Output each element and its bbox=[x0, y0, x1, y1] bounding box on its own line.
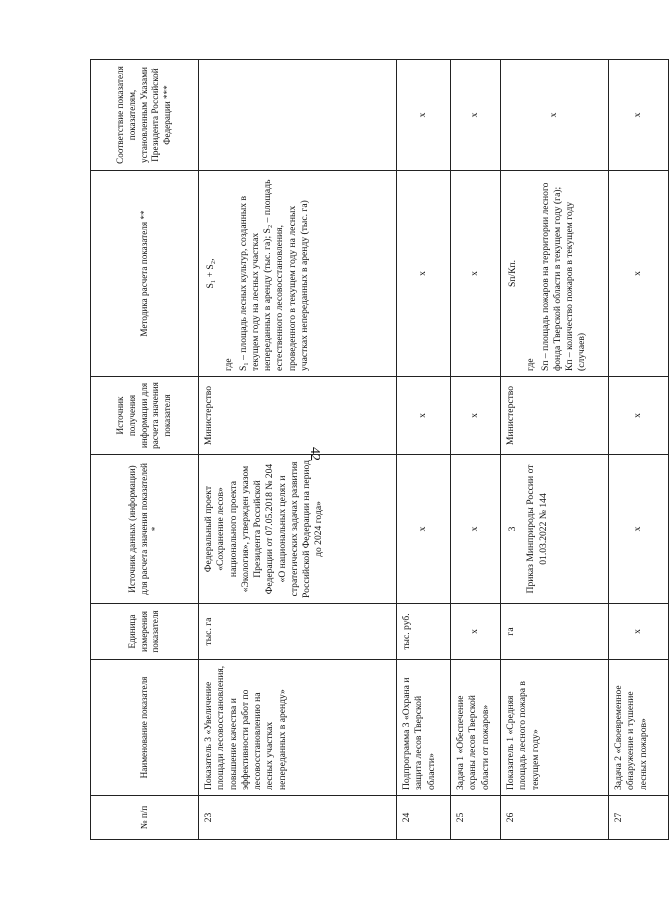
header-info-source: Источник получения информации для расчета значения показателя bbox=[91, 377, 199, 455]
source-top: 3 bbox=[507, 526, 518, 532]
row-source: Федеральный проект «Сохранение лесов» национального проекта «Экология», утвержден указом Президента Российской Федерации от 07.05.2018 № 204 «О национальных целях и стратегических задачах развития Российской Федерации на период до 2024 года» bbox=[199, 455, 397, 604]
row-method: x bbox=[609, 171, 669, 377]
row-source: x bbox=[609, 455, 669, 604]
row-name: Показатель 3 «Увеличение площади лесовосстановления, повышение качества и эффективности работ по лесовосстановлению на лесных участках непереданных в аренду» bbox=[199, 660, 397, 796]
row-method bbox=[199, 171, 397, 377]
method-text: Sп – площадь пожаров на территории лесного фонда Тверской области в текущем году (га); Кп – количество пожаров в текущем году (случаев) bbox=[539, 182, 588, 371]
row-info-source: x bbox=[397, 377, 451, 455]
header-unit: Единица измерения показателя bbox=[91, 604, 199, 660]
row-compliance: x bbox=[451, 60, 501, 171]
row-info-source: Министерство bbox=[501, 377, 609, 455]
header-method: Методика расчета показателя ** bbox=[91, 171, 199, 377]
row-num: 26 bbox=[501, 796, 609, 840]
row-unit: тыс. га bbox=[199, 604, 397, 660]
row-unit: га bbox=[501, 604, 609, 660]
row-name: Подпрограмма 3 «Охрана и защита лесов Тверской области» bbox=[397, 660, 451, 796]
method-formula: S₁ + S₂, bbox=[205, 258, 216, 289]
method-text: S₁ – площадь лесных культур, созданных в текущем году на лесных участках непереданных в аренду (тыс. га); S₂ – площадь естественного лесовосстановления, проведенного в текущем году на лесных участках непереданных в аренду (тыс. га) bbox=[237, 179, 310, 371]
row-num: 24 bbox=[397, 796, 451, 840]
row-name: Задача 1 «Обеспечение охраны лесов Тверской области от пожаров» bbox=[451, 660, 501, 796]
method-where: где bbox=[223, 358, 235, 371]
row-num: 25 bbox=[451, 796, 501, 840]
row-info-source: x bbox=[451, 377, 501, 455]
row-num: 27 bbox=[609, 796, 669, 840]
row-compliance: x bbox=[501, 60, 609, 171]
source-text: Приказ Минприроды России от 01.03.2022 № 144 bbox=[525, 464, 549, 594]
header-row bbox=[91, 60, 199, 840]
row-name: Задача 2 «Своевременное обнаружение и тушение лесных пожаров» bbox=[609, 660, 669, 796]
row-method bbox=[501, 171, 609, 377]
table-row bbox=[609, 60, 669, 840]
row-unit: тыс. руб. bbox=[397, 604, 451, 660]
row-info-source: x bbox=[609, 377, 669, 455]
table-row bbox=[199, 60, 397, 840]
row-unit: x bbox=[609, 604, 669, 660]
page-number: 42 bbox=[307, 447, 322, 461]
row-num: 23 bbox=[199, 796, 397, 840]
row-info-source: Министерство bbox=[199, 377, 397, 455]
indicator-table bbox=[90, 59, 669, 840]
row-method: x bbox=[397, 171, 451, 377]
row-source: x bbox=[397, 455, 451, 604]
row-source: x bbox=[451, 455, 501, 604]
row-name: Показатель 1 «Средняя площадь лесного пожара в текущем году» bbox=[501, 660, 609, 796]
row-method: x bbox=[451, 171, 501, 377]
header-source: Источник данных (информации) для расчета значения показателей * bbox=[91, 455, 199, 604]
header-compliance: Соответствие показателя показателям, установленным Указами Президента Российской Федерации *** bbox=[91, 60, 199, 171]
row-compliance: x bbox=[397, 60, 451, 171]
table-row bbox=[451, 60, 501, 840]
row-compliance bbox=[199, 60, 397, 171]
row-source bbox=[501, 455, 609, 604]
method-where: где bbox=[525, 358, 537, 371]
table-row bbox=[397, 60, 451, 840]
header-num: № п/п bbox=[91, 796, 199, 840]
row-unit: x bbox=[451, 604, 501, 660]
table-row bbox=[501, 60, 609, 840]
method-formula: Sп/Кп. bbox=[507, 259, 518, 288]
header-name: Наименование показателя bbox=[91, 660, 199, 796]
row-compliance: x bbox=[609, 60, 669, 171]
